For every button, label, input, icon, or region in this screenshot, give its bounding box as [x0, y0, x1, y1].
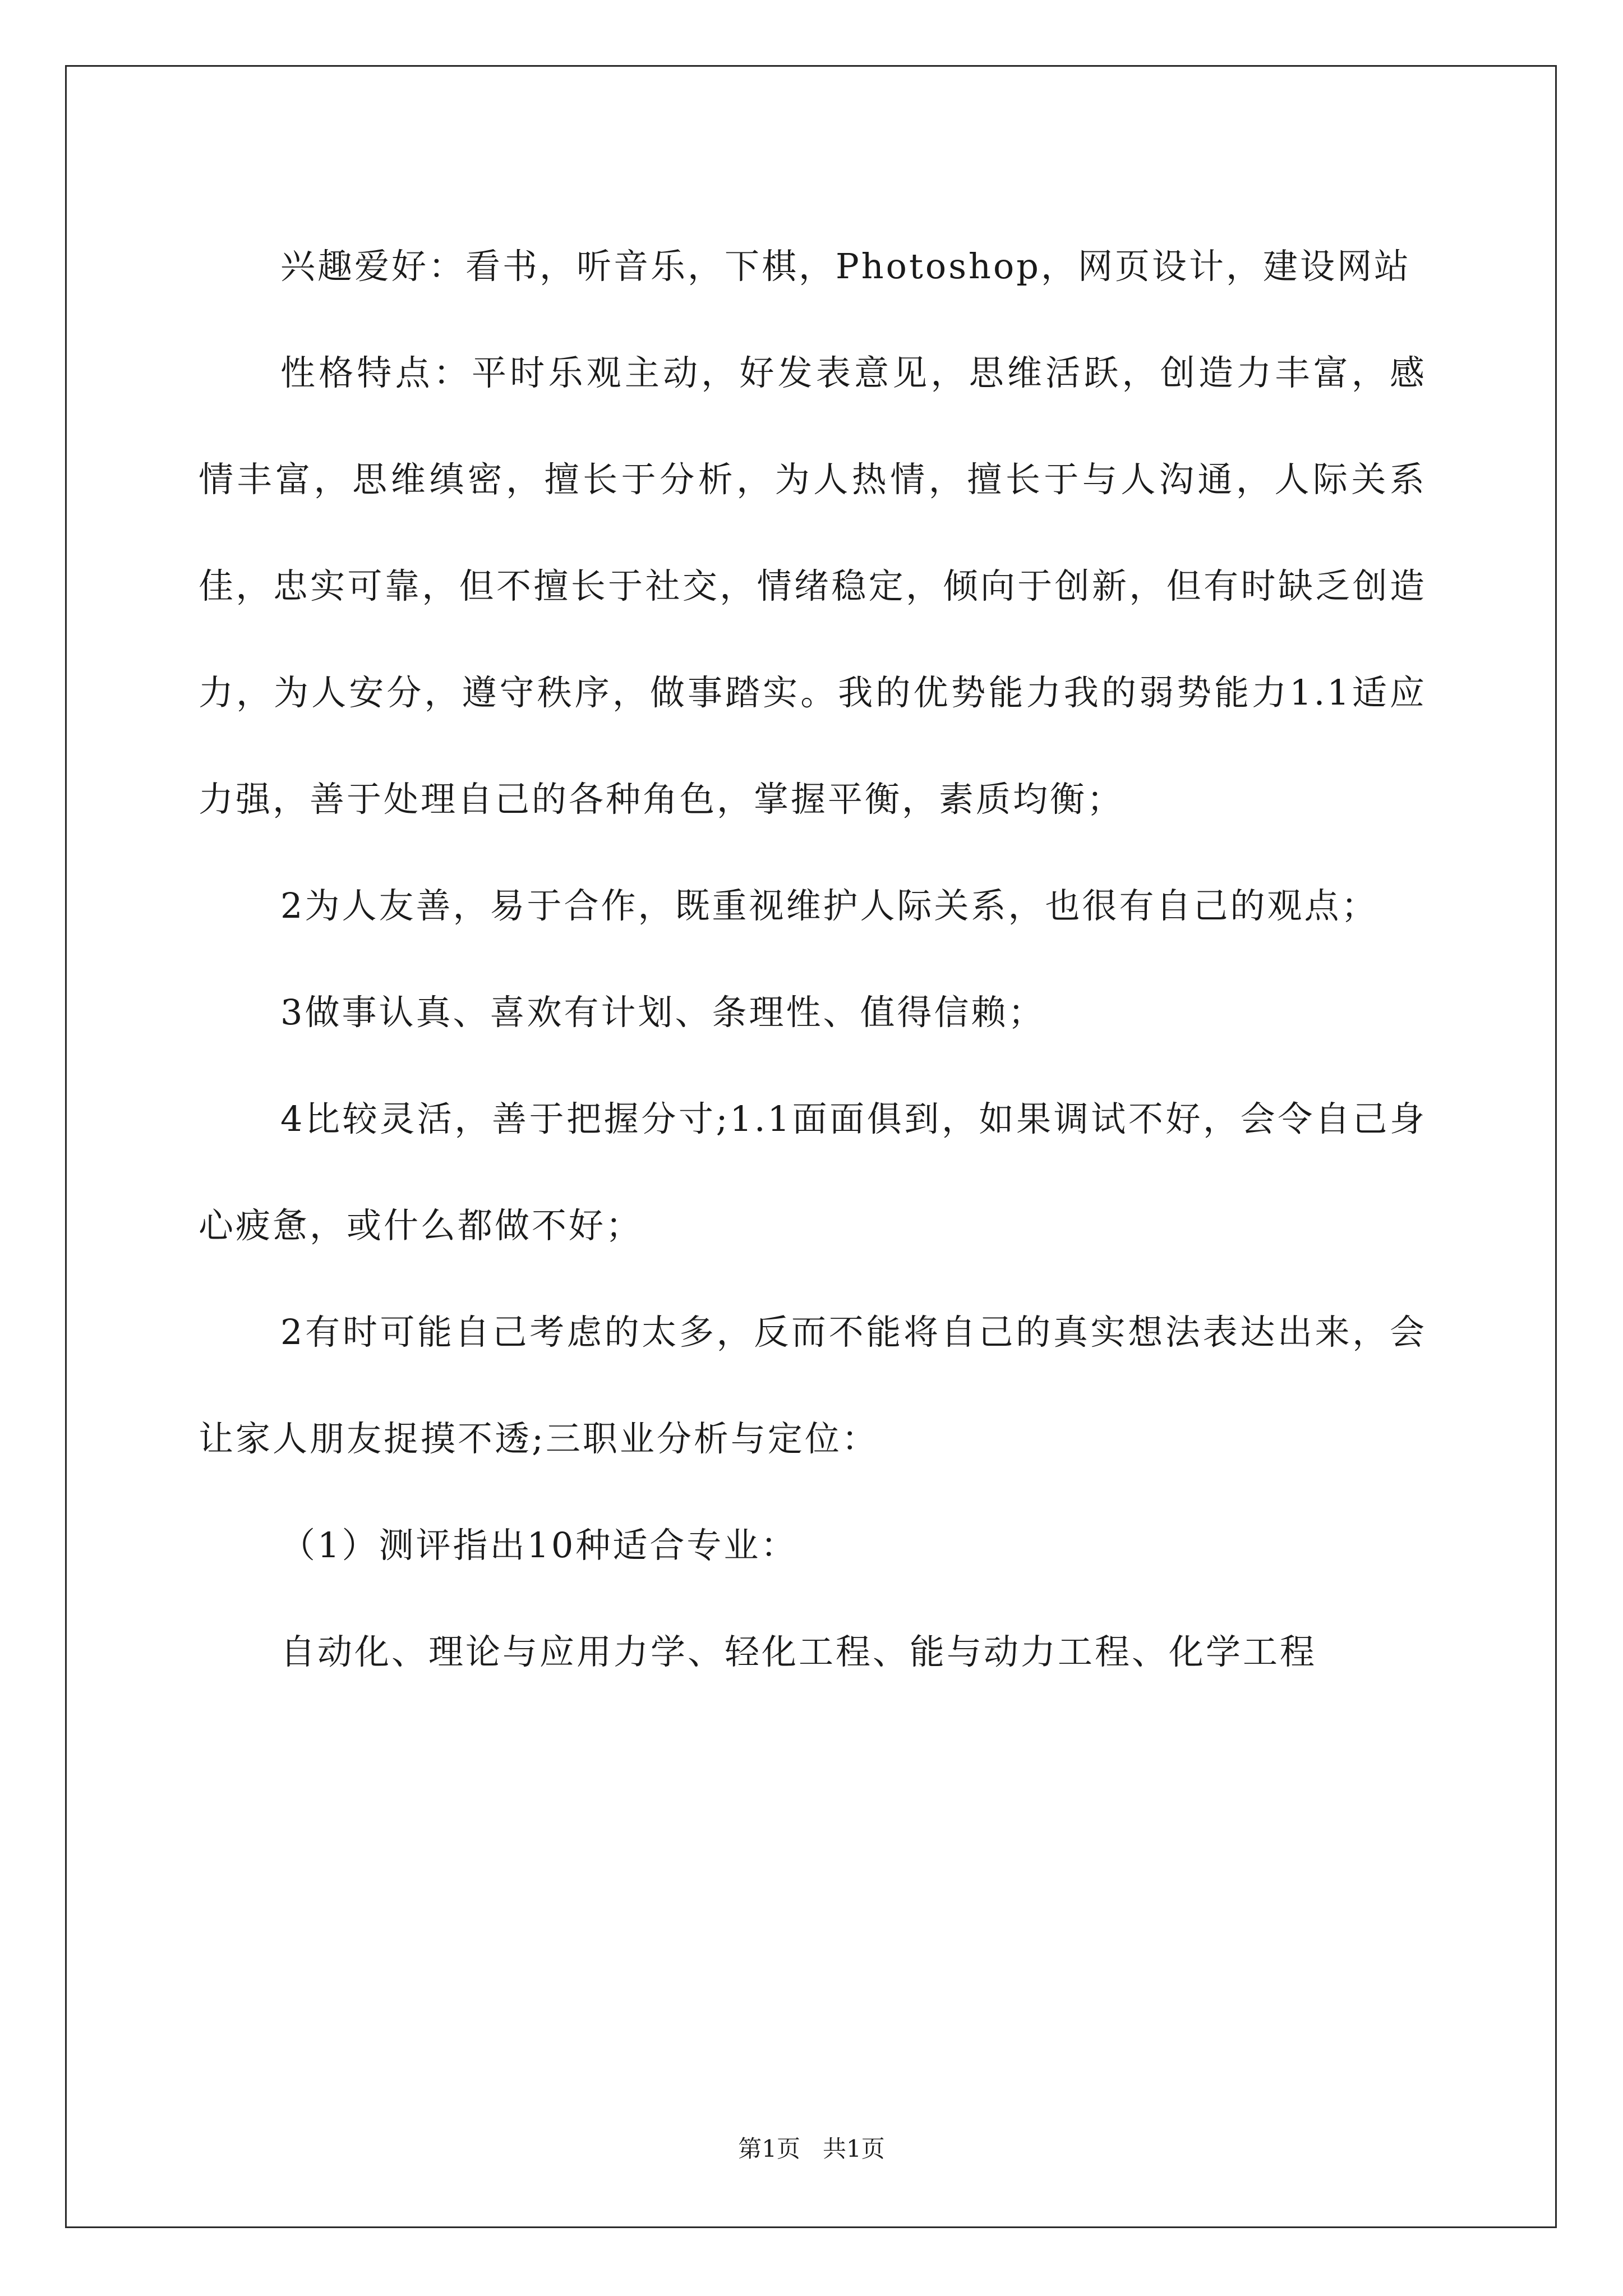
- paragraph-personality: 性格特点：平时乐观主动，好发表意见，思维活跃，创造力丰富，感情丰富，思维缜密，擅长于分析，为人热情，擅长于与人沟通，人际关系佳，忠实可靠，但不擅长于社交，情绪稳定，倾向于创新，但有时缺乏创造力，为人安分，遵守秩序，做事踏实。我的优势能力我的弱势能力1.1适应力强，善于处理自己的各种角色，掌握平衡，素质均衡；: [199, 352, 1427, 820]
- paragraph-majors-list: 自动化、理论与应用力学、轻化工程、能与动力工程、化学工程: [280, 1631, 1317, 1672]
- paragraph-strength-2: 2为人友善，易于合作，既重视维护人际关系，也很有自己的观点；: [280, 885, 1378, 926]
- page-number-current: 第1页: [738, 2135, 800, 2162]
- document-body: [199, 213, 1427, 1705]
- paragraph-assessment-heading: （1）测评指出10种适合专业：: [280, 1525, 798, 1566]
- page-footer: [0, 2131, 1623, 2164]
- paragraph-strength-4: 4比较灵活，善于把握分寸;1.1面面俱到，如果调试不好，会令自己身心疲惫，或什么都做不好；: [199, 1098, 1427, 1246]
- paragraph-hobbies: 兴趣爱好：看书，听音乐，下棋，Photoshop，网页设计，建设网站: [280, 246, 1411, 287]
- page-number-total: 共1页: [823, 2135, 885, 2162]
- paragraph-strength-3: 3做事认真、喜欢有计划、条理性、值得信赖；: [280, 992, 1045, 1033]
- paragraph-weakness-2: 2有时可能自己考虑的太多，反而不能将自己的真实想法表达出来，会让家人朋友捉摸不透;三职业分析与定位：: [199, 1312, 1427, 1459]
